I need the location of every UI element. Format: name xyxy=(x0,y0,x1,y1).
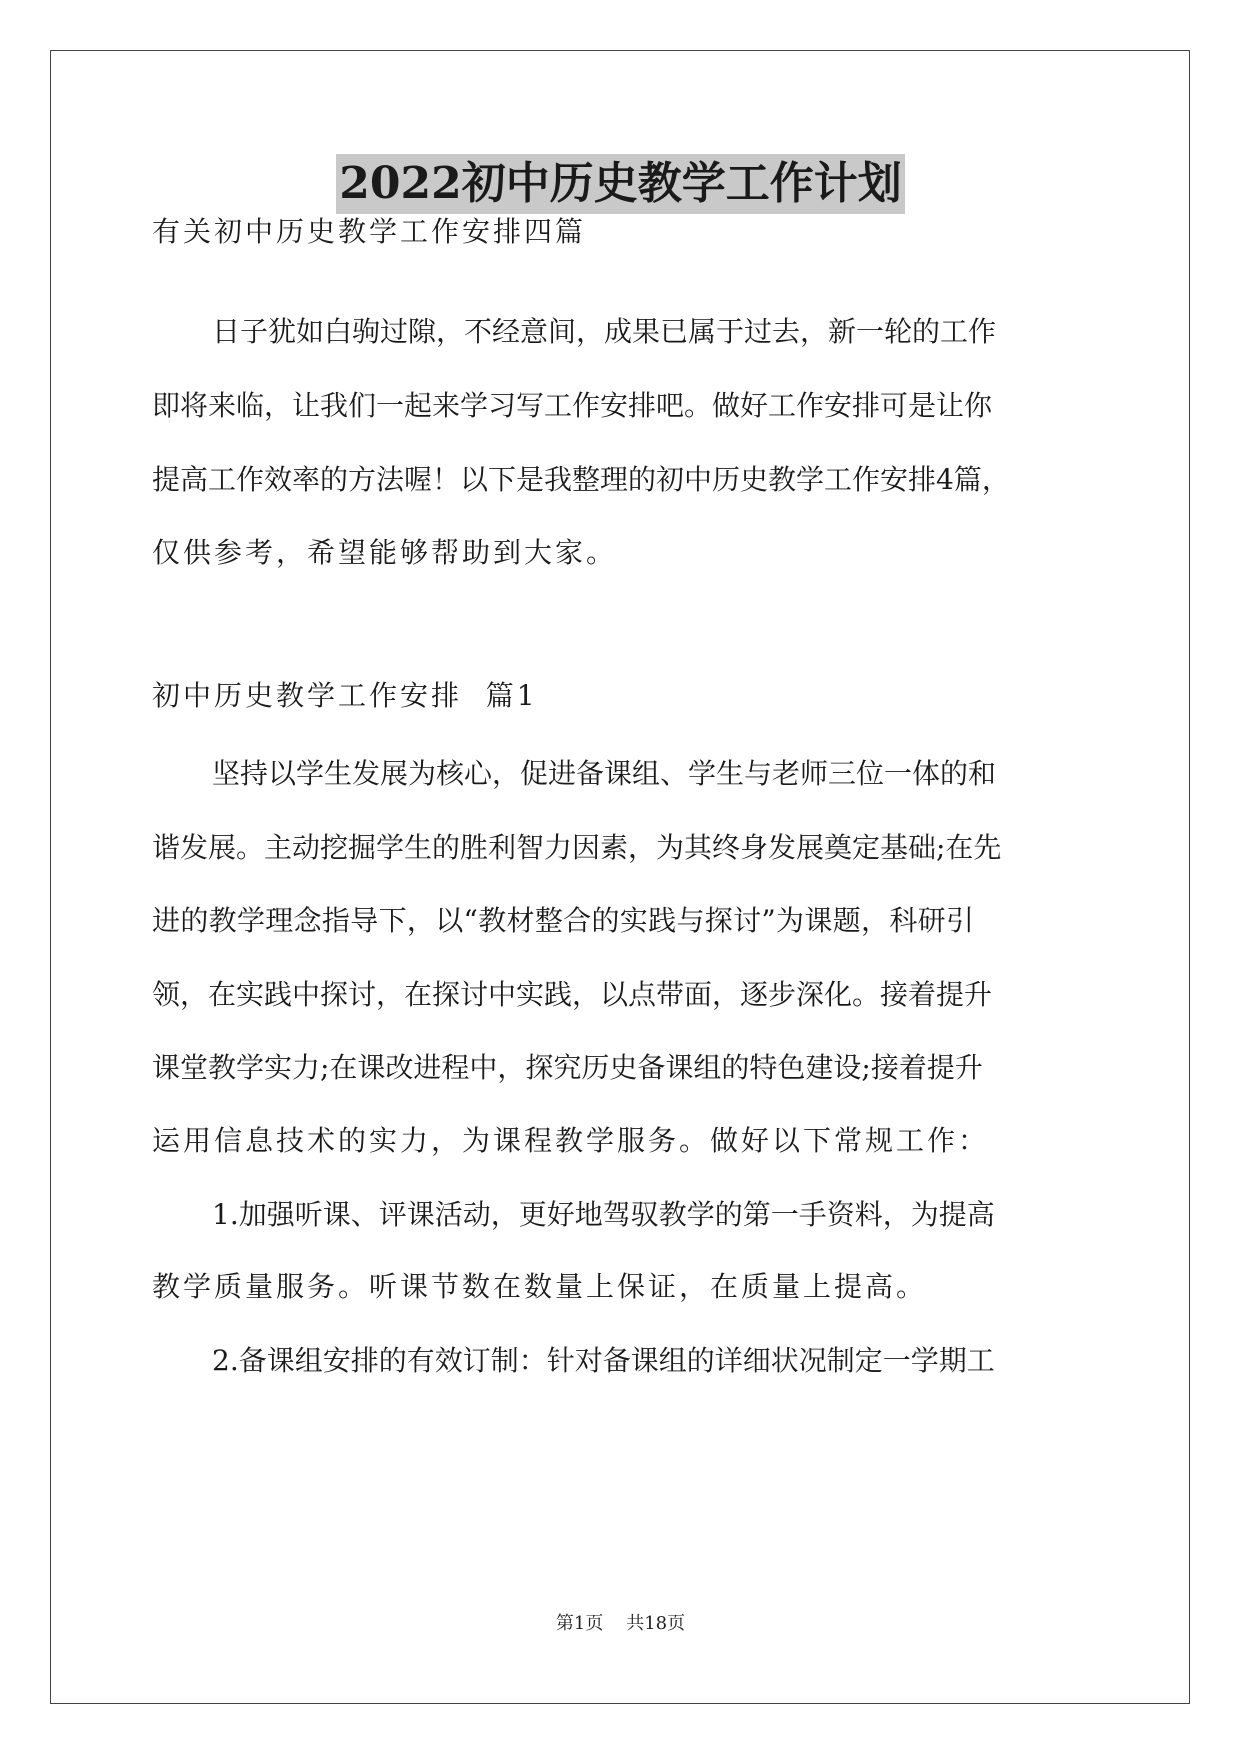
section-line-6: 运用信息技术的实力，为课程教学服务。做好以下常规工作： xyxy=(152,1124,990,1157)
intro-line-2: 即将来临，让我们一起来学习写工作安排吧。做好工作安排可是让你 xyxy=(152,389,993,422)
document-title: 2022初中历史教学工作计划 xyxy=(336,154,904,214)
document-subtitle: 有关初中历史教学工作安排四篇 xyxy=(152,215,587,248)
section-heading: 初中历史教学工作安排 篇1 xyxy=(152,679,538,712)
section-line-4: 领，在实践中探讨，在探讨中实践，以点带面，逐步深化。接着提升 xyxy=(152,978,993,1011)
intro-line-3: 提高工作效率的方法喔！以下是我整理的初中历史教学工作安排4篇， xyxy=(152,463,1010,496)
item1-line-2: 教学质量服务。听课节数在数量上保证，在质量上提高。 xyxy=(152,1270,928,1303)
item1-line-1: 1.加强听课、评课活动，更好地驾驭教学的第一手资料，为提高 xyxy=(212,1198,995,1231)
section-line-3: 进的教学理念指导下，以“教材整合的实践与探讨”为课题，科研引 xyxy=(152,904,974,937)
intro-line-1: 日子犹如白驹过隙，不经意间，成果已属于过去，新一轮的工作 xyxy=(212,315,997,348)
page-border xyxy=(50,50,1190,1704)
title-container xyxy=(0,154,1241,214)
section-line-5: 课堂教学实力;在课改进程中，探究历史备课组的特色建设;接着提升 xyxy=(152,1051,983,1084)
page-number-footer: 第1页 共18页 xyxy=(555,1613,686,1634)
section-line-2: 谐发展。主动挖掘学生的胜利智力因素，为其终身发展奠定基础;在先 xyxy=(152,831,1002,864)
item2-line-1: 2.备课组安排的有效订制：针对备课组的详细状况制定一学期工 xyxy=(212,1344,995,1377)
intro-line-4: 仅供参考，希望能够帮助到大家。 xyxy=(152,536,618,569)
section-line-1: 坚持以学生发展为核心，促进备课组、学生与老师三位一体的和 xyxy=(212,757,997,790)
